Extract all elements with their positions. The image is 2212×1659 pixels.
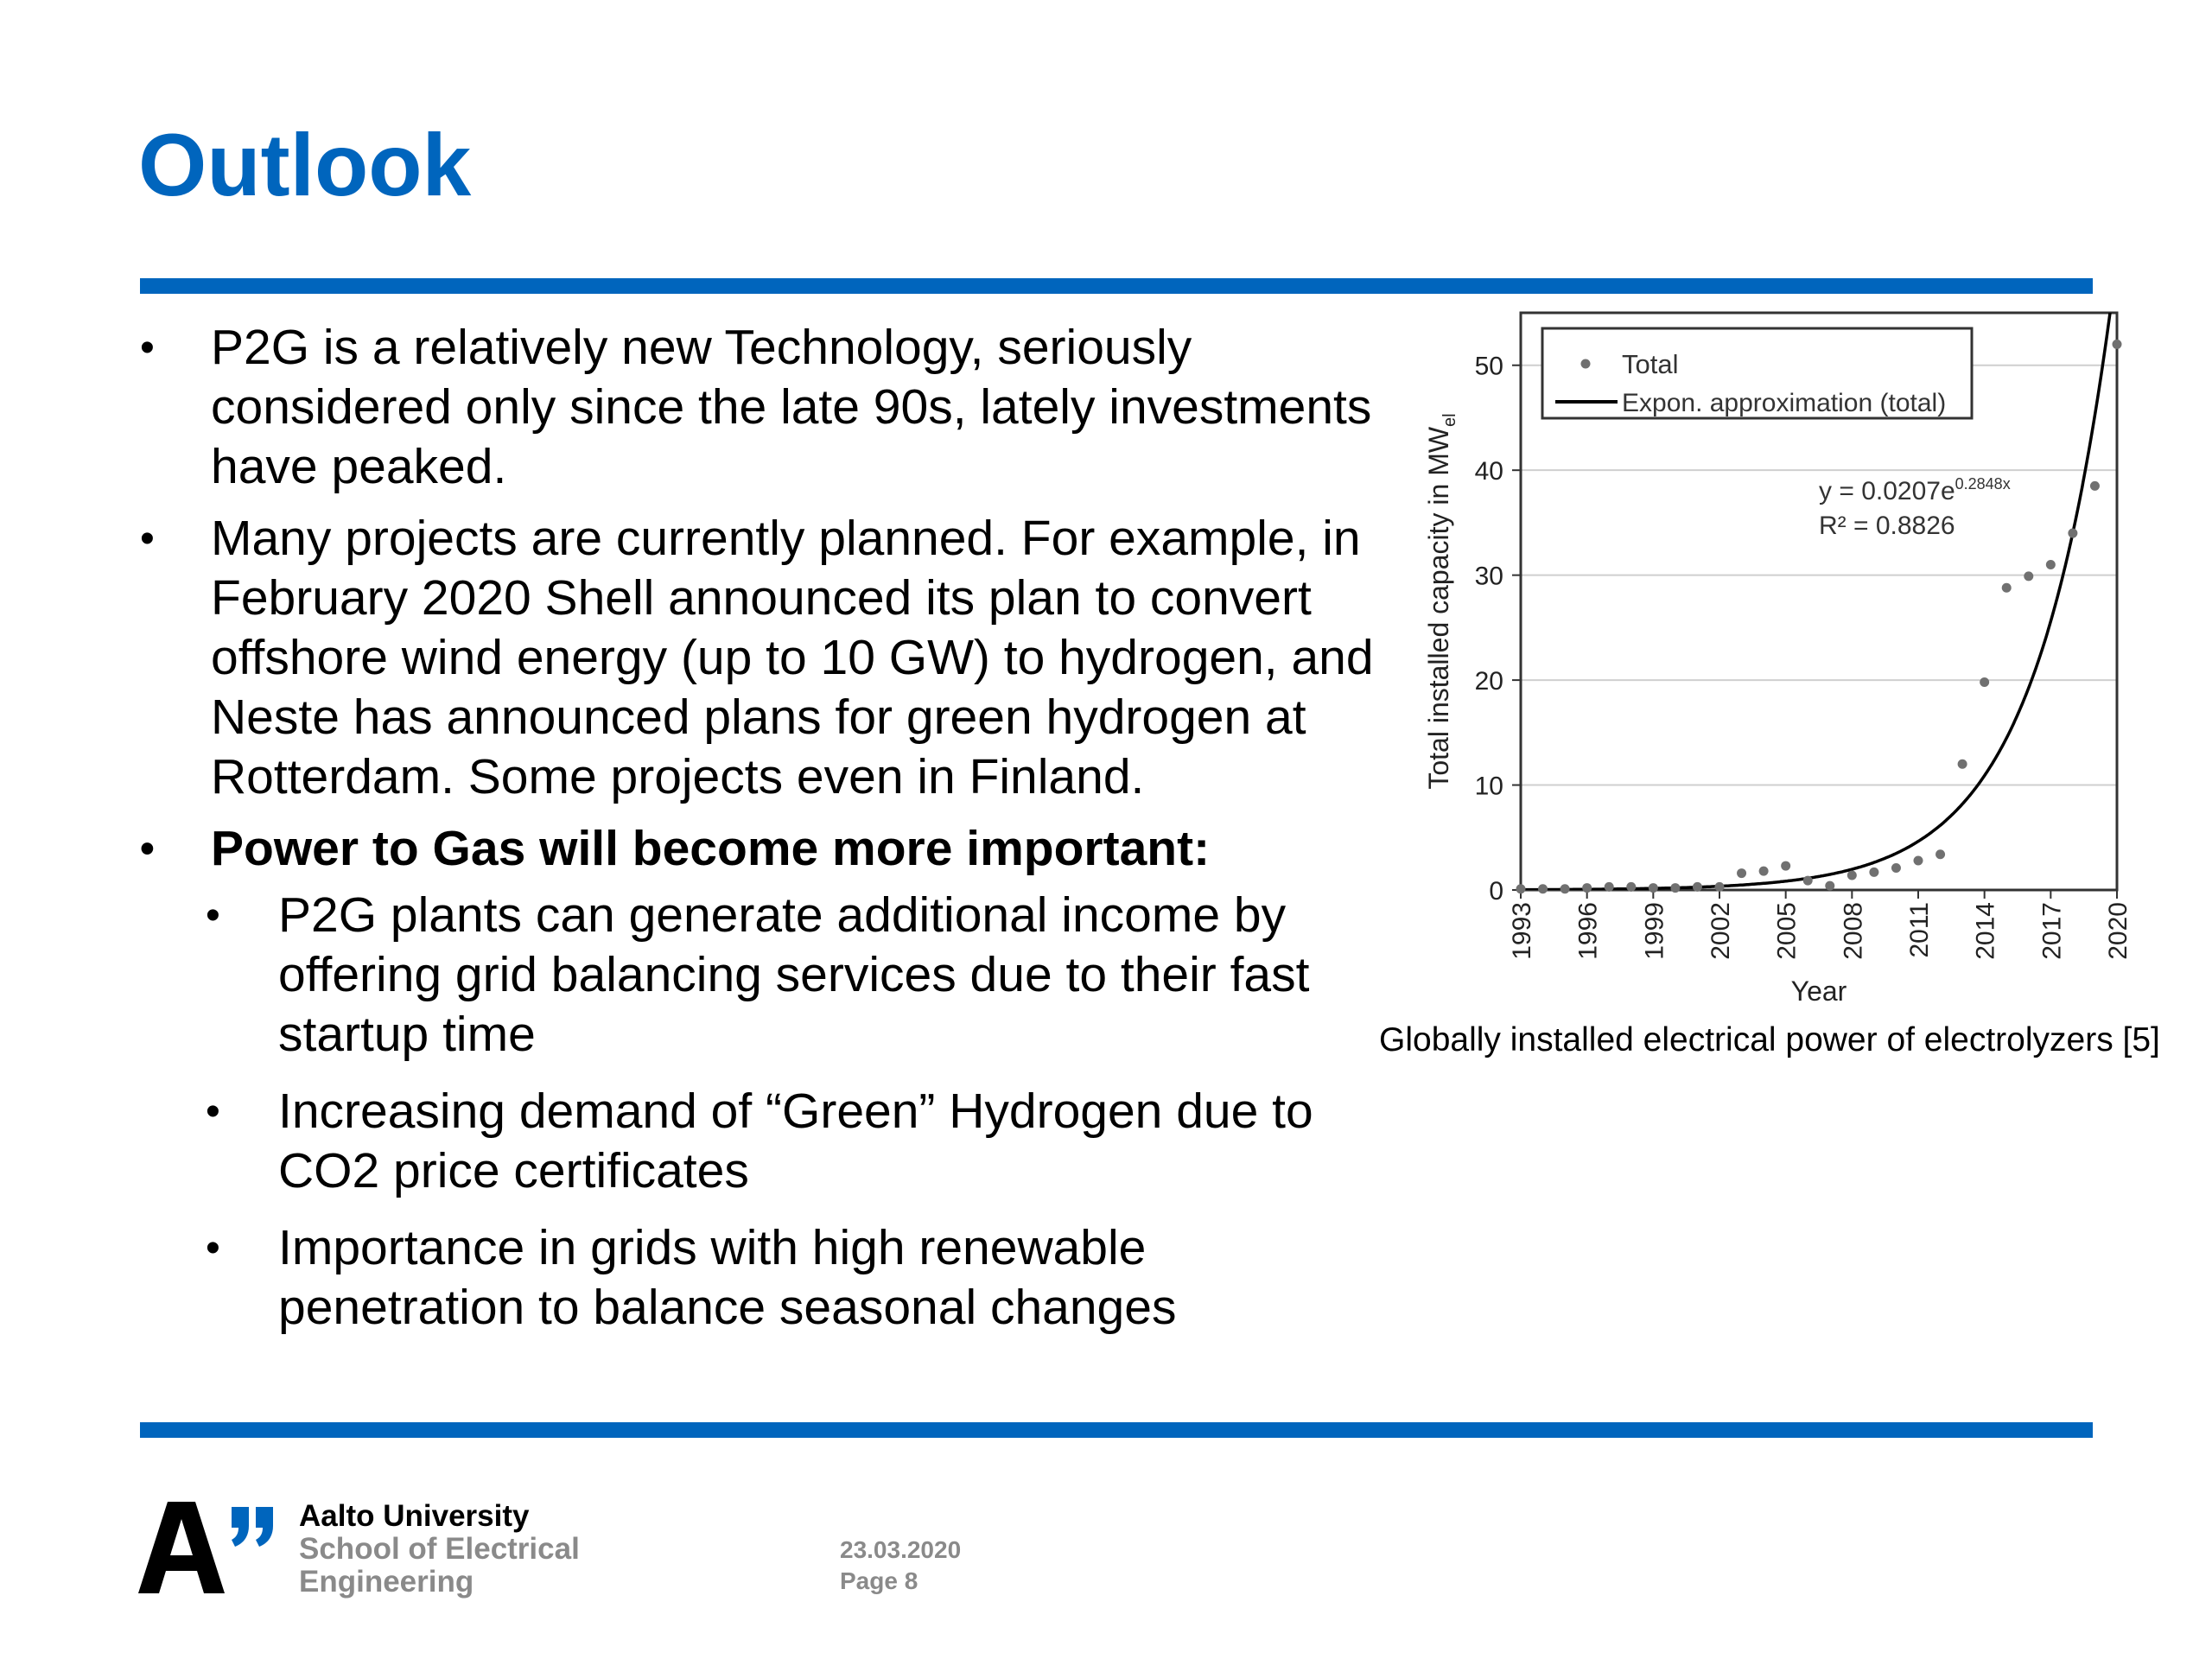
page-title: Outlook (138, 116, 472, 214)
data-point (1626, 882, 1636, 892)
data-point (1980, 677, 1989, 687)
data-point (1715, 882, 1725, 892)
data-point (1825, 881, 1834, 891)
university-name (299, 1500, 580, 1599)
data-point (1605, 882, 1614, 892)
aalto-logo (138, 1502, 276, 1597)
y-tick-label: 50 (1474, 352, 1503, 381)
y-tick-label: 0 (1489, 877, 1503, 906)
data-point (1582, 883, 1592, 893)
data-point (2002, 583, 2012, 593)
x-tick-label: 2005 (1772, 902, 1802, 960)
x-tick-label: 2017 (2037, 902, 2067, 960)
data-point (1781, 861, 1790, 871)
r-squared-label: R² = 0.8826 (1819, 512, 1955, 540)
school-line: School of Electrical (299, 1532, 580, 1566)
x-tick-label: 1999 (1640, 902, 1669, 960)
data-point (1670, 883, 1680, 893)
data-point (1693, 882, 1702, 892)
data-point (1936, 849, 1945, 859)
data-point (1803, 876, 1813, 886)
data-point (1958, 760, 1967, 769)
sub-bullet-item: • Increasing demand of “Green” Hydrogen due to CO2 price certificates (211, 1082, 1400, 1201)
data-point (1759, 867, 1769, 876)
data-point (2090, 481, 2100, 491)
university-line: Aalto University (299, 1499, 530, 1533)
x-tick-label: 1996 (1573, 902, 1603, 960)
electrolyzer-capacity-chart (1382, 294, 2212, 1020)
bullet-item: • P2G is a relatively new Technology, seriously considered only since the late 90s, lately investments have peaked. (138, 318, 1400, 497)
data-point (2113, 340, 2122, 349)
footer-date: 23.03.2020 (840, 1536, 962, 1563)
x-tick-label: 2014 (1971, 902, 2000, 960)
data-point (1560, 884, 1570, 893)
y-tick-label: 40 (1474, 457, 1503, 486)
y-tick-label: 20 (1474, 667, 1503, 696)
top-divider (140, 278, 2093, 294)
data-point (2068, 529, 2077, 538)
data-point (1869, 868, 1878, 877)
legend-label-fit: Expon. approximation (total) (1622, 389, 1947, 417)
legend-marker-total (1581, 359, 1591, 369)
x-tick-label: 2020 (2104, 902, 2133, 960)
y-tick-label: 30 (1474, 562, 1503, 591)
data-point (2046, 560, 2056, 569)
page-number: Page 8 (840, 1567, 918, 1594)
bottom-divider (140, 1422, 2093, 1438)
data-point (1914, 855, 1923, 865)
legend-label-total: Total (1622, 349, 1679, 379)
bullet-item: • Many projects are currently planned. For example, in February 2020 Shell announced its plan to convert offshore wind energy (up to 10 GW) to hydrogen, and Neste has announced plans for green hydrogen at Rotterdam. Some projects even in Finland. (138, 509, 1400, 807)
bullet-list (138, 318, 1400, 1355)
bullet-heading: Power to Gas will become more important: (211, 821, 1211, 876)
data-point (1538, 884, 1548, 893)
data-point (1516, 884, 1526, 893)
data-point (1891, 863, 1901, 873)
y-tick-label: 10 (1474, 772, 1503, 801)
data-point (1649, 883, 1658, 893)
chart-caption: Globally installed electrical power of electrolyzers [5] (1379, 1021, 2160, 1058)
x-tick-label: 2011 (1905, 902, 1934, 958)
data-point (1737, 868, 1746, 878)
sub-bullet-item: • Importance in grids with high renewable penetration to balance seasonal changes (211, 1218, 1400, 1338)
bullet-item (138, 819, 1400, 1338)
y-axis-label: Total installed capacity in $MW_{el}$ (1423, 413, 1459, 790)
data-point (2024, 571, 2033, 581)
sub-bullet-item: • P2G plants can generate additional income by offering grid balancing services due to their fast startup time (211, 886, 1400, 1065)
school-line: Engineering (299, 1565, 474, 1599)
x-tick-label: 1993 (1508, 902, 1536, 960)
x-tick-label: 2008 (1839, 902, 1868, 960)
data-point (1847, 870, 1857, 880)
fit-equation: $y = 0.0207e^{0.2848x}$ (1819, 475, 2011, 505)
sub-bullet-list (211, 886, 1400, 1338)
x-tick-label: 2002 (1707, 902, 1735, 960)
x-axis-label: Year (1790, 976, 1847, 1007)
